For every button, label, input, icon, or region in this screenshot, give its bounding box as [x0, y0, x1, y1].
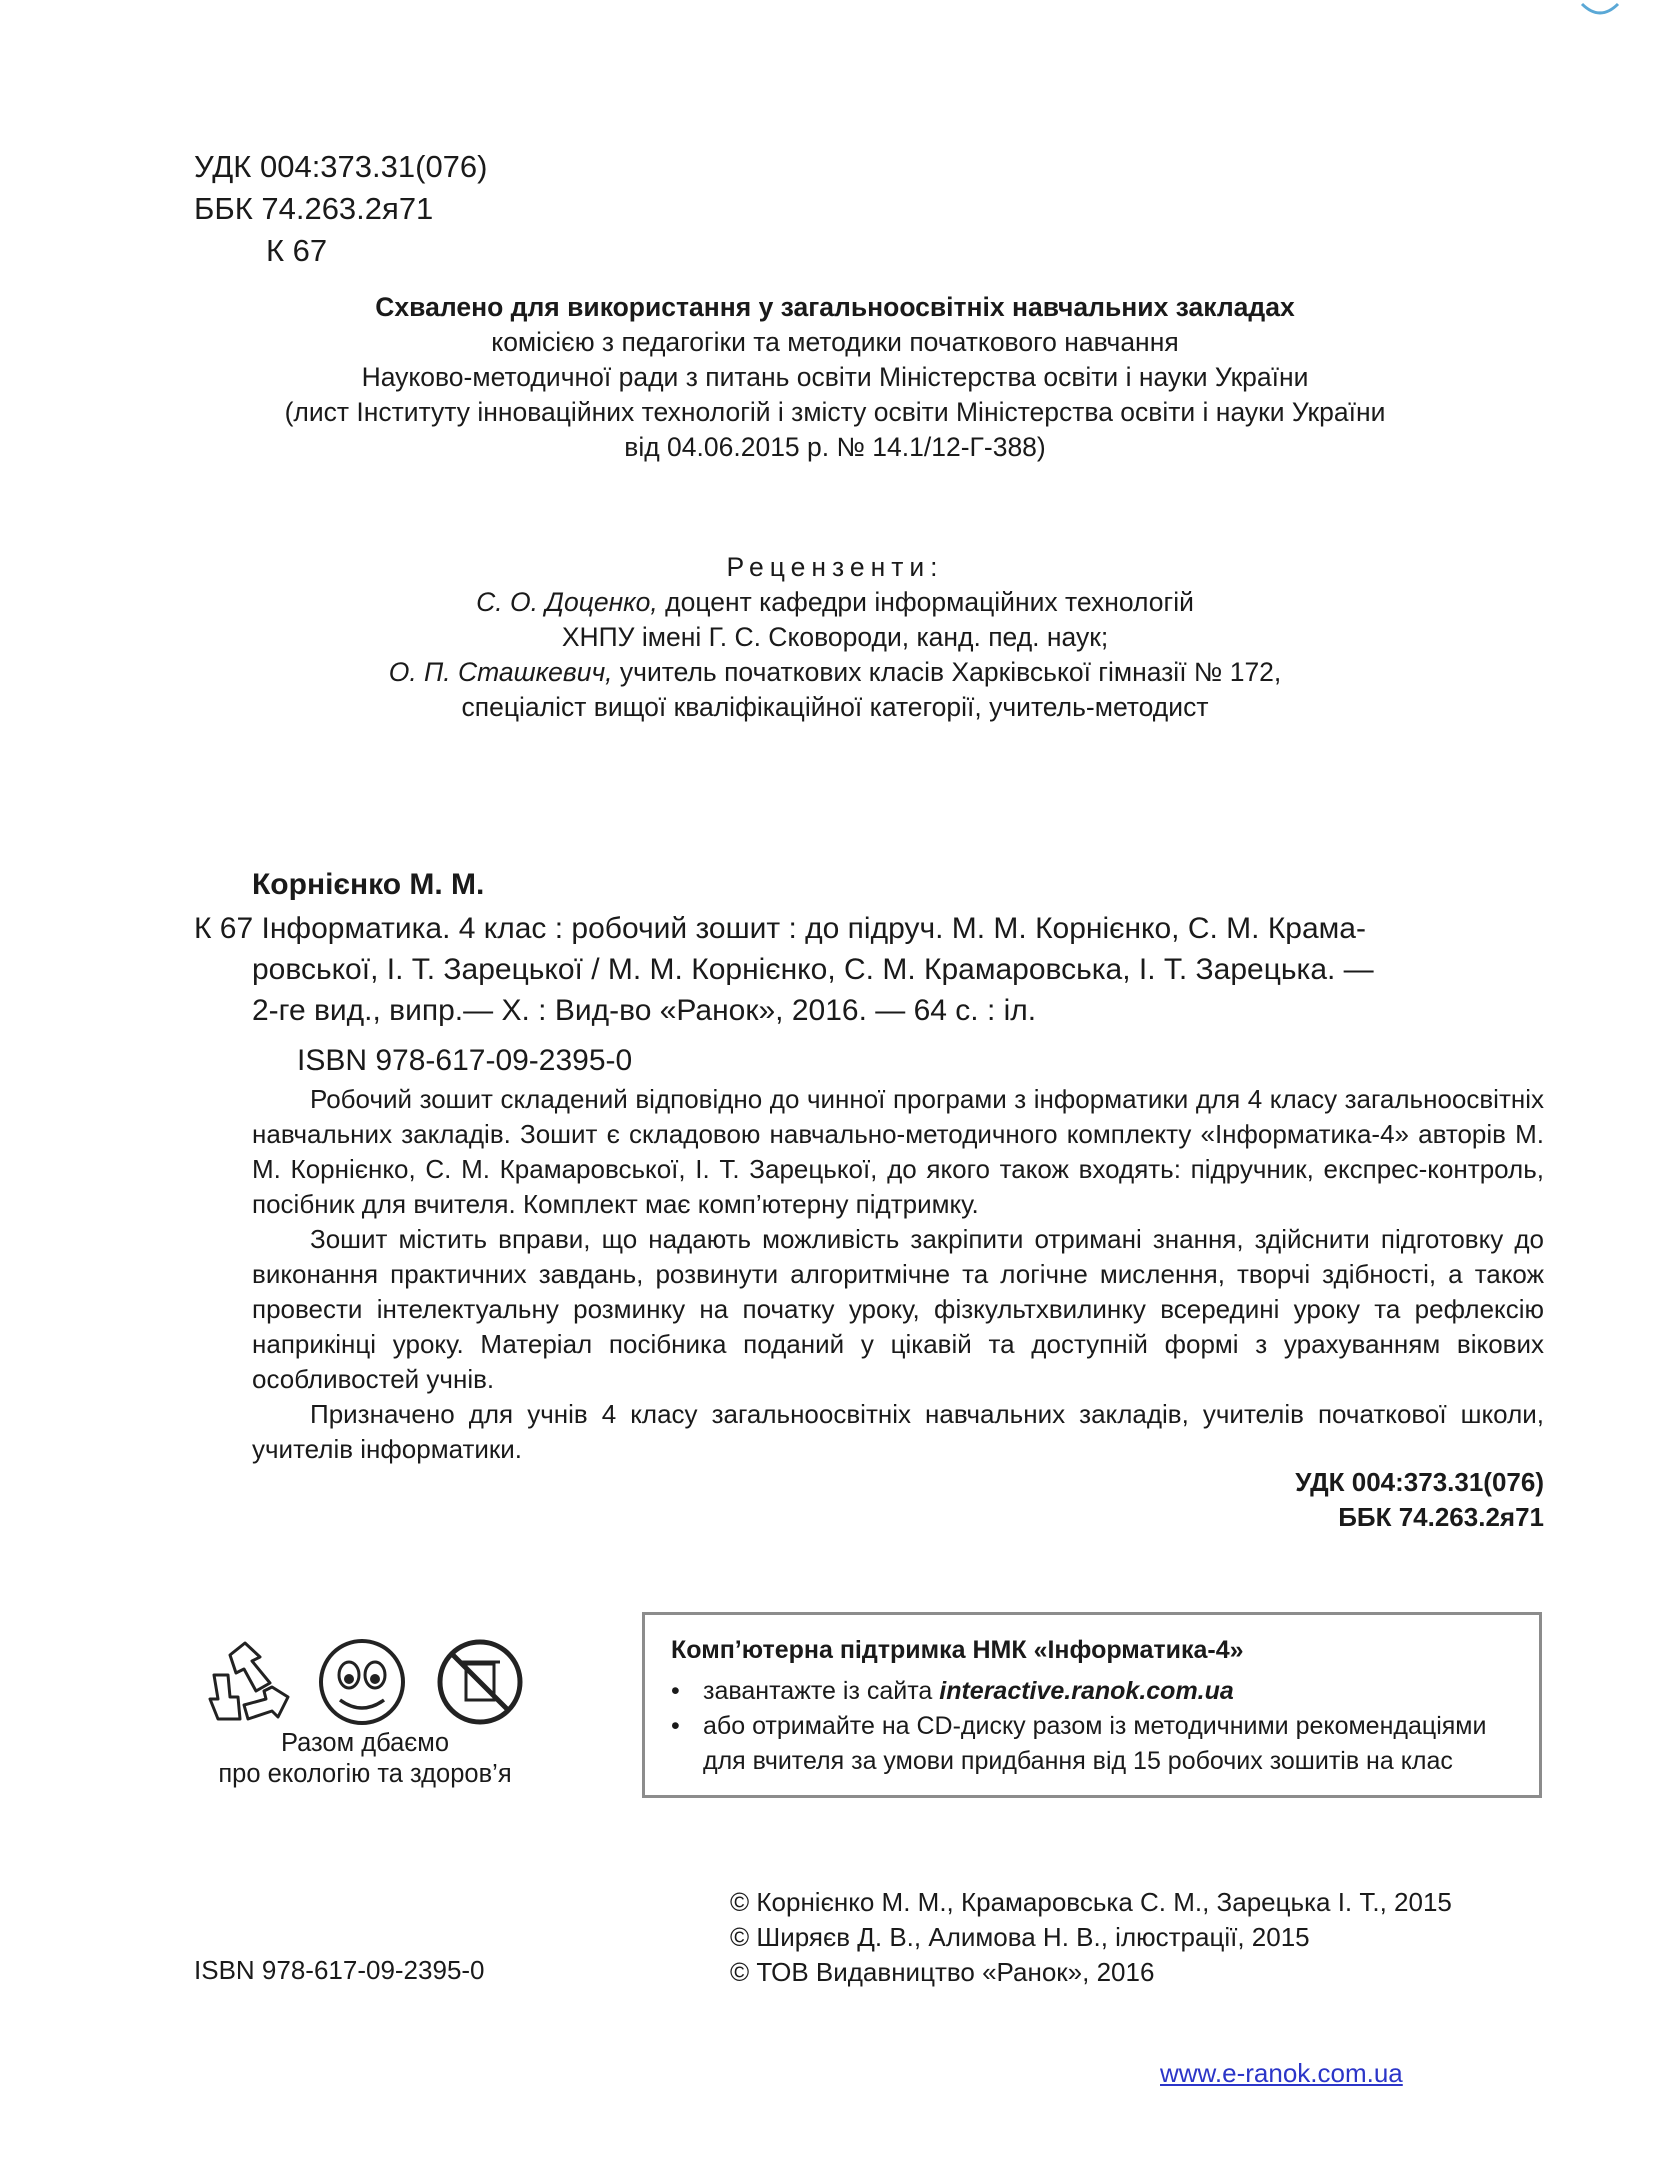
- eco-caption-line: Разом дбаємо: [280, 1729, 450, 1757]
- copyright-line: © Корнієнко М. М., Крамаровська С. М., Зарецька І. Т., 2015: [730, 1887, 1452, 1917]
- reviewer-1: [180, 585, 1490, 620]
- support-item-text: для вчителя за умови придбання від 15 робочих зошитів на клас: [703, 1747, 1453, 1775]
- reviewer-1-line2: ХНПУ імені Г. С. Сковороди, канд. пед. наук;: [561, 622, 1109, 652]
- catalog-line: К 67 Інформатика. 4 клас : робочий зошит : до підруч. М. М. Корнієнко, С. М. Крама-: [194, 912, 1366, 945]
- abstract-paragraph: Призначено для учнів 4 класу загальноосвітніх навчальних закладів, учителів початкової школи, учителів інформатики.: [252, 1399, 1544, 1464]
- catalog-entry: [194, 908, 1544, 1031]
- reviewer-2-name: О. П. Сташкевич,: [388, 657, 613, 687]
- support-item: [671, 1674, 1513, 1709]
- bullet-icon: •: [671, 1712, 680, 1740]
- abstract-paragraph: Зошит містить вправи, що надають можливість закріпити отримані знання, здійснити підготовку до виконання практичних завдань, розвинути алгоритмічне та логічне мислення, творчі здібності, а також провести інтелектуальну розминку на початку уроку, фізкультхвилинку всередині уроку та рефлексію наприкінці уроку. Матеріал посібника поданий у цікавій та доступній формі з урахуванням вікових особливостей учнів.: [252, 1224, 1544, 1394]
- reviewer-2: [180, 655, 1490, 690]
- website-link[interactable]: www.e-ranok.com.ua: [1160, 2058, 1403, 2088]
- recycle-icon: [210, 1643, 288, 1719]
- copyright-line: © ТОВ Видавництво «Ранок», 2016: [730, 1957, 1155, 1987]
- footer-isbn: ISBN 978-617-09-2395-0: [194, 1955, 485, 1985]
- abstract-bbk: ББК 74.263.2я71: [1338, 1502, 1544, 1532]
- catalog-line: ровської, І. Т. Зарецької / М. М. Корнієнко, С. М. Крамаровська, І. Т. Зарецька. —: [252, 953, 1374, 986]
- reviewer-2-line2: спеціаліст вищої кваліфікаційної категорії, учитель-методист: [461, 692, 1209, 722]
- support-site-link[interactable]: interactive.ranok.com.ua: [939, 1677, 1234, 1705]
- author-mark: К 67: [266, 233, 328, 268]
- catalog-line: 2-ге вид., випр.— Х. : Вид-во «Ранок», 2016. — 64 с. : іл.: [252, 994, 1037, 1027]
- reviewer-1-desc: доцент кафедри інформаційних технологій: [657, 587, 1194, 617]
- abstract-udk: УДК 004:373.31(076): [1295, 1467, 1544, 1497]
- catalog-author: Корнієнко М. М.: [252, 868, 485, 901]
- catalog-isbn: ISBN 978-617-09-2395-0: [297, 1044, 633, 1077]
- copyright-block: [730, 1885, 1452, 1990]
- abstract-text: [252, 1082, 1544, 1467]
- approval-line: (лист Інституту інноваційних технологій і змісту освіти Міністерства освіти і науки України: [284, 397, 1386, 427]
- no-garbage-icon: [440, 1642, 520, 1722]
- copyright-line: © Ширяєв Д. В., Алимова Н. В., ілюстрації, 2015: [730, 1922, 1310, 1952]
- support-item: [671, 1709, 1513, 1779]
- abstract-paragraph: Робочий зошит складений відповідно до чинної програми з інформатики для 4 класу загальноосвітніх навчальних закладів. Зошит є складовою навчально-методичного комплекту «Інформатика-4» авторів М. М. Корнієнко, С. М. Крамаровської, І. Т. Зарецької, до якого також входять: підручник, експрес-контроль, посібник для вчителя. Комплект має комп’ютерну підтримку.: [252, 1084, 1544, 1219]
- support-title: Комп’ютерна підтримка НМК «Інформатика-4»: [671, 1636, 1244, 1664]
- approval-line: від 04.06.2015 р. № 14.1/12-Г-388): [624, 432, 1046, 462]
- corner-logo-icon: [1580, 0, 1620, 18]
- reviewers-heading: Рецензенти:: [726, 552, 944, 582]
- computer-support-box: [642, 1612, 1542, 1798]
- approval-title: Схвалено для використання у загальноосвітніх навчальних закладах: [375, 292, 1295, 322]
- abstract-codes: [1295, 1465, 1544, 1535]
- support-item-text: або отримайте на CD-диску разом із методичними рекомендаціями: [703, 1712, 1487, 1740]
- approval-block: [180, 290, 1490, 465]
- approval-line: комісією з педагогіки та методики початкового навчання: [491, 327, 1179, 357]
- bbk-code: ББК 74.263.2я71: [194, 191, 434, 226]
- udk-code: УДК 004:373.31(076): [194, 149, 488, 184]
- bullet-icon: •: [671, 1677, 680, 1705]
- reviewer-2-desc: учитель початкових класів Харківської гімназії № 172,: [612, 657, 1282, 687]
- eco-icons: [200, 1635, 530, 1730]
- smiley-icon: [321, 1641, 403, 1723]
- eco-caption: [180, 1728, 550, 1790]
- classification-codes: [194, 146, 488, 272]
- eco-caption-line: про екологію та здоров’я: [218, 1760, 512, 1788]
- support-item-text: завантажте із сайта: [703, 1677, 940, 1705]
- approval-line: Науково-методичної ради з питань освіти Міністерства освіти і науки України: [361, 362, 1309, 392]
- reviewers-block: [180, 550, 1490, 725]
- reviewer-1-name: С. О. Доценко,: [476, 587, 658, 617]
